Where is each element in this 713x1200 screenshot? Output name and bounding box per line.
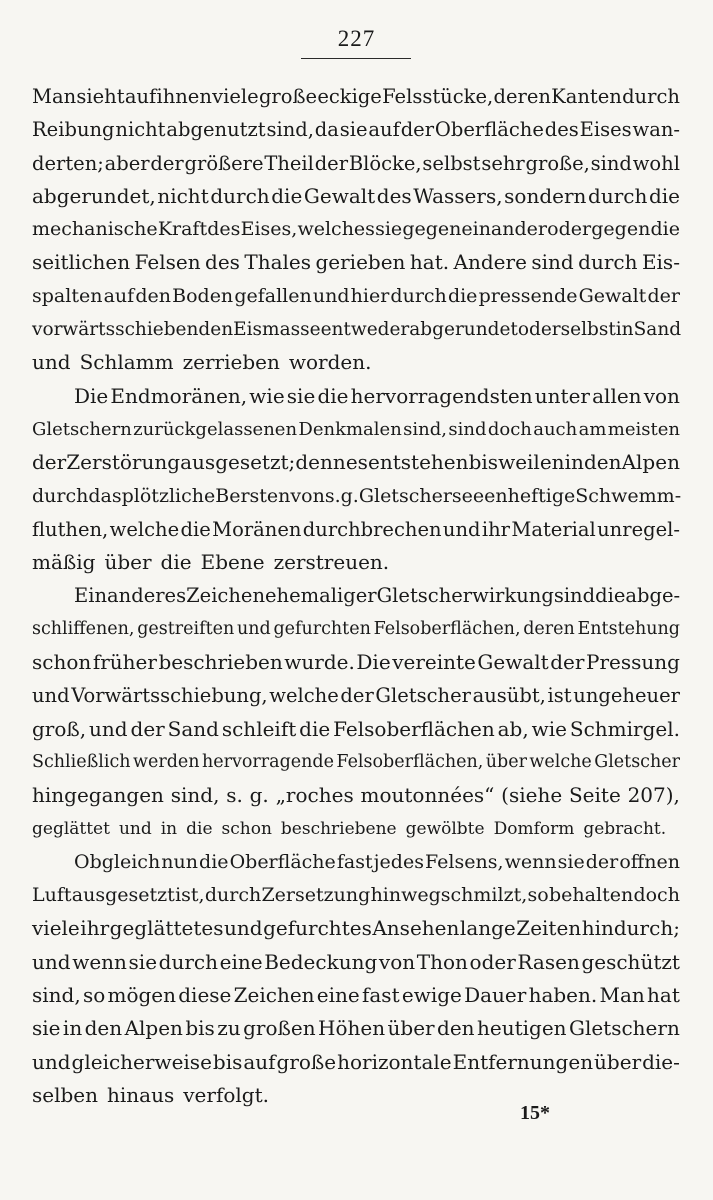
- page-number: 227: [337, 26, 376, 51]
- text-line: seitlichen Felsen des Thales gerieben hat. Andere sind durch Eis-: [32, 250, 680, 275]
- text-line: und Schlamm zerrieben worden.: [32, 350, 372, 375]
- text-line: Die Endmoränen, wie sie die hervorragendsten unter allen von: [74, 383, 680, 408]
- text-line: mechanische Kraft des Eises, welches sie gegeneinander oder gegen die: [32, 218, 680, 241]
- text-line: Reibung nicht abgenutzt sind, da sie auf der Oberfläche des Eises wan-: [32, 118, 680, 142]
- signature-mark: 15*: [520, 1102, 550, 1124]
- text-line: schliffenen, gestreiften und gefurchten Felsoberflächen, deren Entstehung: [32, 618, 680, 639]
- text-line: mäßig über die Ebene zerstreuen.: [32, 550, 390, 575]
- text-line: hingegangen sind, s. g. „roches moutonnées“ (siehe Seite 207),: [32, 783, 680, 808]
- text-line: Obgleich nun die Oberfläche fast jedes Felsens, wenn sie der offnen: [74, 850, 680, 873]
- text-line: viele ihr geglättetes und gefurchtes Ansehen lange Zeiten hindurch;: [32, 916, 680, 941]
- body-text: [32, 80, 680, 1112]
- text-line: Schließlich werden hervorragende Felsoberflächen, über welche Gletscher: [32, 751, 680, 772]
- text-line: sind, so mögen diese Zeichen eine fast ewige Dauer haben. Man hat: [32, 983, 680, 1008]
- text-line: vorwärts schiebenden Eismasse entweder abgerundet oder selbst in Sand: [32, 319, 682, 341]
- text-line: sie in den Alpen bis zu großen Höhen über den heutigen Gletschern: [32, 1016, 680, 1041]
- text-line: der Zerstörung ausgesetzt; denn es entstehen bisweilen in den Alpen: [32, 450, 680, 475]
- text-line: Gletschern zurückgelassenen Denkmalen sind, sind doch auch am meisten: [32, 418, 680, 440]
- text-line: Luft ausgesetzt ist, durch Zersetzung hinwegschmilzt, so behalten doch: [32, 884, 680, 907]
- text-line: Man sieht auf ihnen viele große eckige Felsstücke, deren Kanten durch: [32, 85, 680, 108]
- header-rule: [301, 58, 411, 59]
- text-line: und wenn sie durch eine Bedeckung von Thon oder Rasen geschützt: [32, 949, 680, 974]
- text-line: geglättet und in die schon beschriebene gewölbte Domform gebracht.: [32, 818, 667, 839]
- text-line: durch das plötzliche Bersten von s. g. Gletscherseeen heftige Schwemm-: [32, 484, 682, 507]
- text-line: derten; aber der größere Theil der Blöcke, selbst sehr große, sind wohl: [32, 151, 680, 175]
- text-line: fluthen, welche die Moränen durchbrechen und ihr Material unregel-: [32, 517, 680, 541]
- text-line: groß, und der Sand schleift die Felsoberflächen ab, wie Schmirgel.: [32, 716, 680, 741]
- text-line: abgerundet, nicht durch die Gewalt des Wassers, sondern durch die: [32, 183, 680, 208]
- text-line: spalten auf den Boden gefallen und hier durch die pressende Gewalt der: [32, 284, 680, 307]
- text-line: Ein anderes Zeichen ehemaliger Gletscherwirkung sind die abge-: [74, 584, 681, 608]
- text-line: selben hinaus verfolgt.: [32, 1082, 269, 1107]
- text-line: schon früher beschrieben wurde. Die vereinte Gewalt der Pressung: [32, 650, 680, 675]
- text-line: und gleicherweise bis auf große horizontale Entfernungen über die-: [32, 1049, 680, 1074]
- text-line: und Vorwärtsschiebung, welche der Gletscher ausübt, ist ungeheuer: [32, 684, 680, 708]
